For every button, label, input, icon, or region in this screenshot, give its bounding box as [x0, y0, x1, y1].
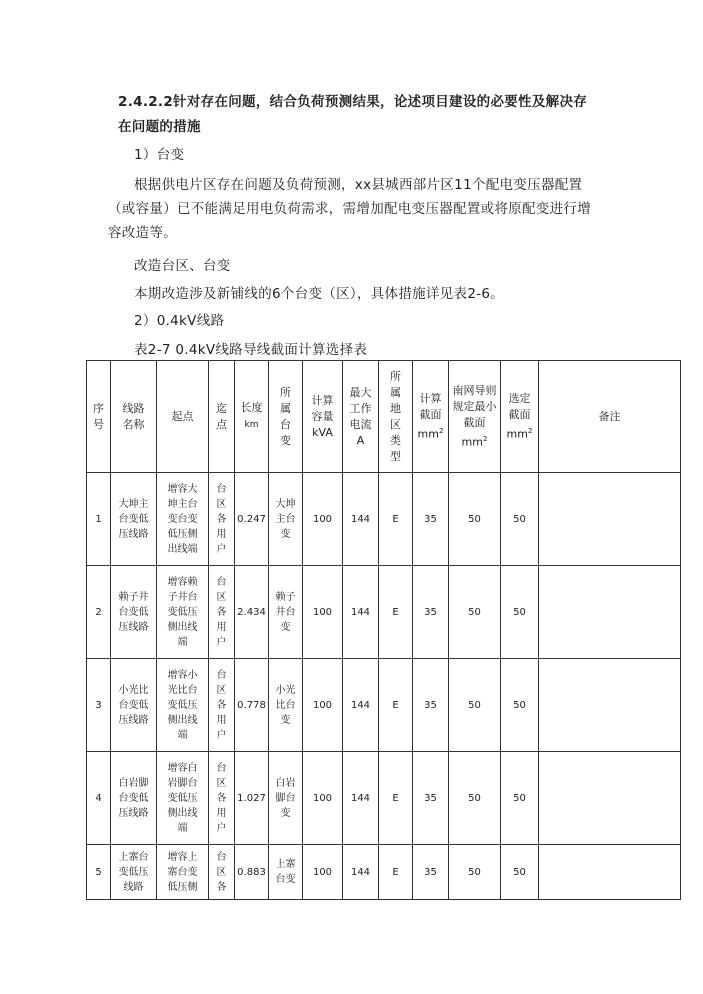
table-row	[87, 566, 681, 659]
header-area-type: 所属地区类型	[379, 361, 413, 473]
cell-chosen: 50	[501, 845, 539, 900]
cell-transformer: 大坤主台变	[269, 473, 303, 566]
cell-remark	[539, 752, 681, 845]
cell-start: 增容上寨台变低压侧	[157, 845, 209, 900]
header-calc-section: 计算截面 $mm^2$	[413, 361, 449, 473]
cell-capacity: 100	[303, 845, 343, 900]
header-start: 起点	[157, 361, 209, 473]
cell-seq: 4	[87, 752, 111, 845]
header-remark: 备注	[539, 361, 681, 473]
cell-calc-section: 35	[413, 473, 449, 566]
cell-grid-min: 50	[449, 752, 501, 845]
cell-name: 赖子井台变低压线路	[111, 566, 157, 659]
item-1-subtitle: 改造台区、台变	[134, 258, 231, 274]
cell-length: 2.434	[235, 566, 269, 659]
cell-transformer: 赖子井台变	[269, 566, 303, 659]
cell-grid-min: 50	[449, 566, 501, 659]
paragraph-1: 根据供电片区存在问题及负荷预测，xx县城西部片区11个配电变压器配置（或容量）已不能满足用电负荷需求，需增加配电变压器配置或将原配变进行增容改造等。	[108, 177, 591, 241]
cell-grid-min: 50	[449, 659, 501, 752]
cell-name: 大坤主台变低压线路	[111, 473, 157, 566]
cell-chosen: 50	[501, 473, 539, 566]
cell-end: 台区各用户	[209, 473, 235, 566]
section-heading: 2.4.2.2针对存在问题，结合负荷预测结果，论述项目建设的必要性及解决存在问题的措施	[118, 94, 588, 135]
cell-end: 台区各用户	[209, 752, 235, 845]
table-row	[87, 752, 681, 845]
item-1-title: 1）台变	[134, 147, 185, 163]
header-chosen: 选定截面 $mm^2$	[501, 361, 539, 473]
cell-capacity: 100	[303, 659, 343, 752]
header-length: 长度 km	[235, 361, 269, 473]
cell-capacity: 100	[303, 473, 343, 566]
table-header-row	[87, 361, 681, 473]
cell-area-type: E	[379, 473, 413, 566]
cell-name: 上寨台变低压线路	[111, 845, 157, 900]
cell-remark	[539, 566, 681, 659]
table-row	[87, 659, 681, 752]
cell-current: 144	[343, 752, 379, 845]
cell-seq: 1	[87, 473, 111, 566]
cell-remark	[539, 473, 681, 566]
cell-area-type: E	[379, 659, 413, 752]
cell-transformer: 白岩脚台变	[269, 752, 303, 845]
cell-current: 144	[343, 659, 379, 752]
cell-end: 台区各用户	[209, 659, 235, 752]
cell-current: 144	[343, 473, 379, 566]
cell-length: 1.027	[235, 752, 269, 845]
header-current: 最大工作电流 A	[343, 361, 379, 473]
cell-seq: 3	[87, 659, 111, 752]
conductor-selection-table	[86, 360, 681, 900]
cell-remark	[539, 659, 681, 752]
cell-length: 0.883	[235, 845, 269, 900]
cell-start: 增容小光比台变低压侧出线端	[157, 659, 209, 752]
table-caption: 表2-7 0.4kV线路导线截面计算选择表	[134, 342, 368, 358]
cell-end: 台区各用户	[209, 566, 235, 659]
header-end: 迄点	[209, 361, 235, 473]
header-grid-min: 南网导则规定最小截面$mm^2$	[449, 361, 501, 473]
cell-area-type: E	[379, 752, 413, 845]
table-row	[87, 845, 681, 900]
cell-seq: 5	[87, 845, 111, 900]
cell-capacity: 100	[303, 752, 343, 845]
header-name: 线路名称	[111, 361, 157, 473]
header-transformer: 所属台变	[269, 361, 303, 473]
cell-grid-min: 50	[449, 845, 501, 900]
cell-end: 台区各	[209, 845, 235, 900]
cell-length: 0.247	[235, 473, 269, 566]
cell-length: 0.778	[235, 659, 269, 752]
cell-name: 小光比台变低压线路	[111, 659, 157, 752]
cell-calc-section: 35	[413, 845, 449, 900]
table-row	[87, 473, 681, 566]
cell-current: 144	[343, 566, 379, 659]
cell-chosen: 50	[501, 752, 539, 845]
cell-chosen: 50	[501, 659, 539, 752]
cell-capacity: 100	[303, 566, 343, 659]
cell-remark	[539, 845, 681, 900]
cell-start: 增容赖子井台变低压侧出线端	[157, 566, 209, 659]
cell-transformer: 上寨台变	[269, 845, 303, 900]
paragraph-2: 本期改造涉及新铺线的6个台变（区），具体措施详见表2-6。	[134, 286, 505, 302]
cell-current: 144	[343, 845, 379, 900]
cell-start: 增容白岩脚台变低压侧出线端	[157, 752, 209, 845]
cell-transformer: 小光比台变	[269, 659, 303, 752]
cell-area-type: E	[379, 566, 413, 659]
cell-start: 增容大坤主台变台变低压侧出线端	[157, 473, 209, 566]
cell-chosen: 50	[501, 566, 539, 659]
header-capacity: 计算容量 kVA	[303, 361, 343, 473]
cell-calc-section: 35	[413, 659, 449, 752]
cell-grid-min: 50	[449, 473, 501, 566]
cell-name: 白岩脚台变低压线路	[111, 752, 157, 845]
cell-calc-section: 35	[413, 752, 449, 845]
cell-area-type: E	[379, 845, 413, 900]
header-seq: 序号	[87, 361, 111, 473]
cell-seq: 2	[87, 566, 111, 659]
item-2-title: 2）0.4kV线路	[134, 313, 225, 329]
cell-calc-section: 35	[413, 566, 449, 659]
